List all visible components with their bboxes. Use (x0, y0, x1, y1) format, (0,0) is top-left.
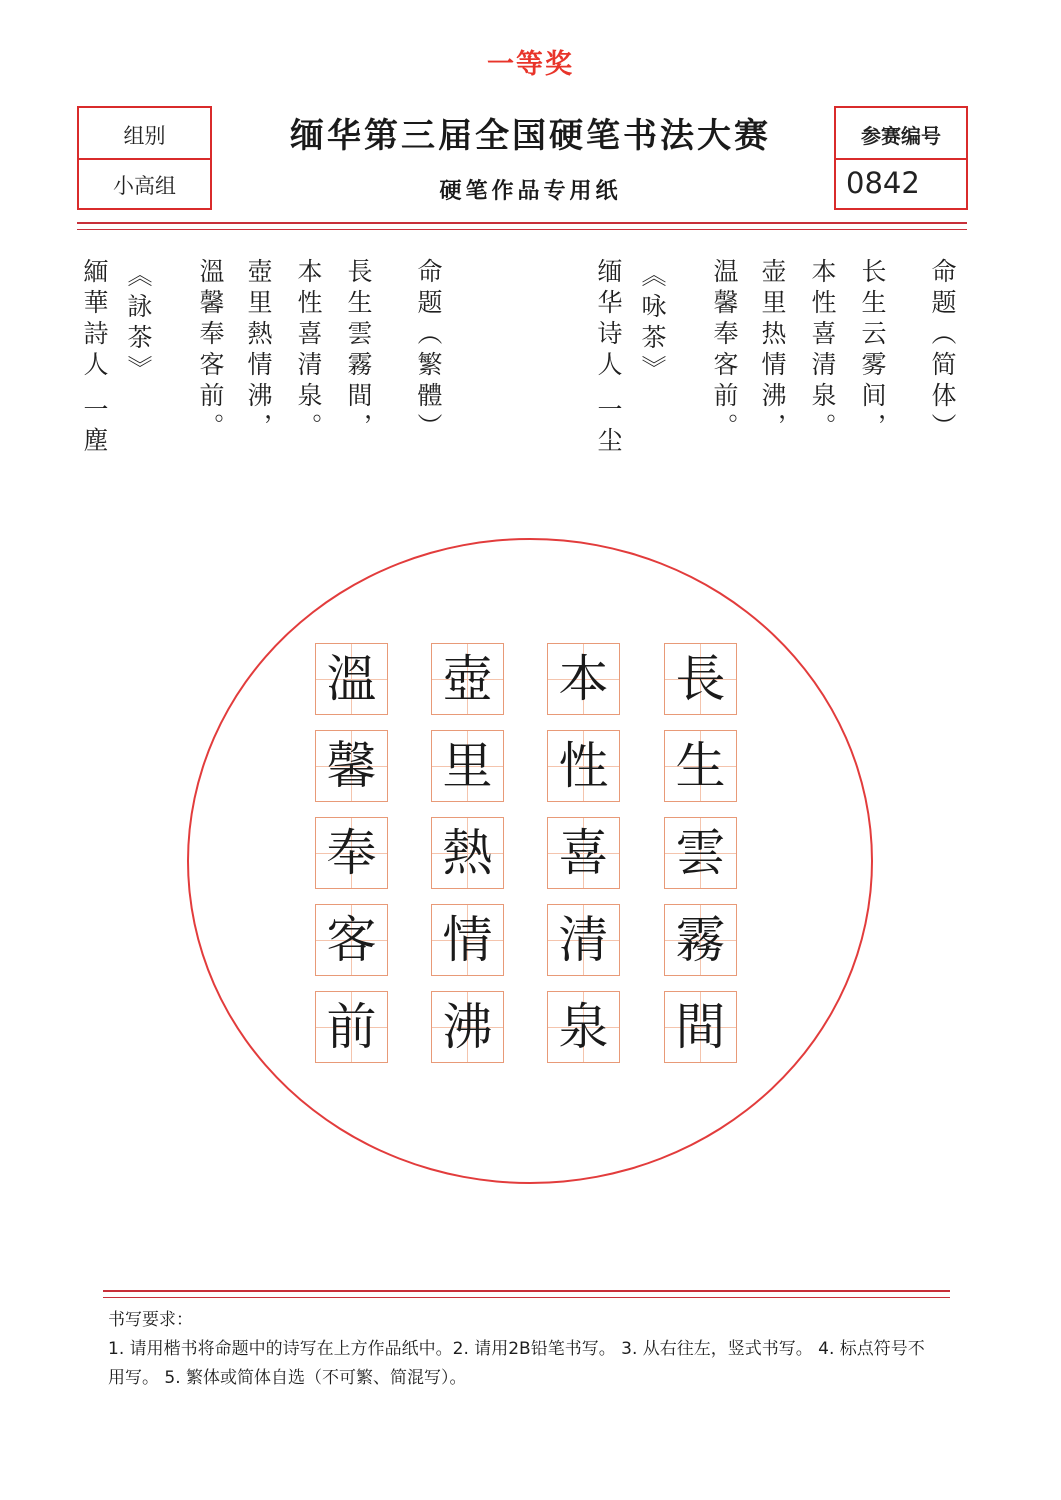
grid-cell: 情 (431, 904, 504, 976)
paper-subtitle: 硬笔作品专用纸 (439, 179, 622, 204)
competition-title: 缅华第三届全国硬笔书法大赛 (290, 116, 771, 156)
grid-cell: 馨 (315, 730, 388, 802)
requirements-body: 1. 请用楷书将命题中的诗写在上方作品纸中。2. 请用2B铅笔书写。 3. 从右往左，竖式书写。 4. 标点符号不用写。 5. 繁体或简体自选（不可繁、简混写）。 (108, 1339, 925, 1388)
grid-cell: 生 (664, 730, 737, 802)
requirements-title: 书写要求： (108, 1310, 193, 1330)
footer-divider-top (103, 1290, 950, 1292)
traditional-poem-title: 《詠茶》 (124, 262, 153, 386)
entry-number-value: 0842 (846, 166, 920, 200)
grid-cell: 客 (315, 904, 388, 976)
grid-cell: 里 (431, 730, 504, 802)
simplified-line-1: 长生云雾间， (858, 258, 887, 444)
writing-requirements (108, 1306, 928, 1393)
traditional-heading: 命题（繁體） (414, 258, 443, 444)
grid-cell: 沸 (431, 991, 504, 1063)
award-label: 一等奖 (487, 49, 574, 80)
grid-cell: 清 (547, 904, 620, 976)
traditional-line-1: 長生雲霧間， (344, 258, 373, 444)
group-label: 组别 (123, 124, 166, 148)
group-value: 小高组 (113, 174, 176, 198)
grid-cell: 本 (547, 643, 620, 715)
header-divider-bottom (77, 229, 967, 230)
simplified-line-4: 温馨奉客前。 (710, 258, 739, 444)
artwork-circle (187, 538, 873, 1184)
grid-cell: 雲 (664, 817, 737, 889)
traditional-line-3: 壺里熱情沸， (244, 258, 273, 444)
grid-cell: 溫 (315, 643, 388, 715)
entry-number-box (834, 106, 968, 210)
grid-cell: 壺 (431, 643, 504, 715)
grid-cell: 長 (664, 643, 737, 715)
simplified-heading: 命题（简体） (928, 258, 957, 444)
simplified-line-2: 本性喜清泉。 (808, 258, 837, 444)
grid-cell: 喜 (547, 817, 620, 889)
traditional-line-2: 本性喜清泉。 (294, 258, 323, 444)
traditional-author: 緬華詩人 一塵 (80, 258, 109, 458)
grid-cell: 間 (664, 991, 737, 1063)
header-divider-top (77, 222, 967, 224)
grid-cell: 泉 (547, 991, 620, 1063)
entry-number-label: 参赛编号 (861, 124, 941, 148)
grid-cell: 奉 (315, 817, 388, 889)
traditional-line-4: 溫馨奉客前。 (196, 258, 225, 444)
footer-divider-bottom (103, 1297, 950, 1298)
simplified-line-3: 壶里热情沸， (758, 258, 787, 444)
grid-cell: 熱 (431, 817, 504, 889)
grid-cell: 霧 (664, 904, 737, 976)
simplified-author: 缅华诗人 一尘 (594, 258, 623, 458)
grid-cell: 性 (547, 730, 620, 802)
simplified-poem-title: 《咏茶》 (638, 262, 667, 386)
grid-cell: 前 (315, 991, 388, 1063)
